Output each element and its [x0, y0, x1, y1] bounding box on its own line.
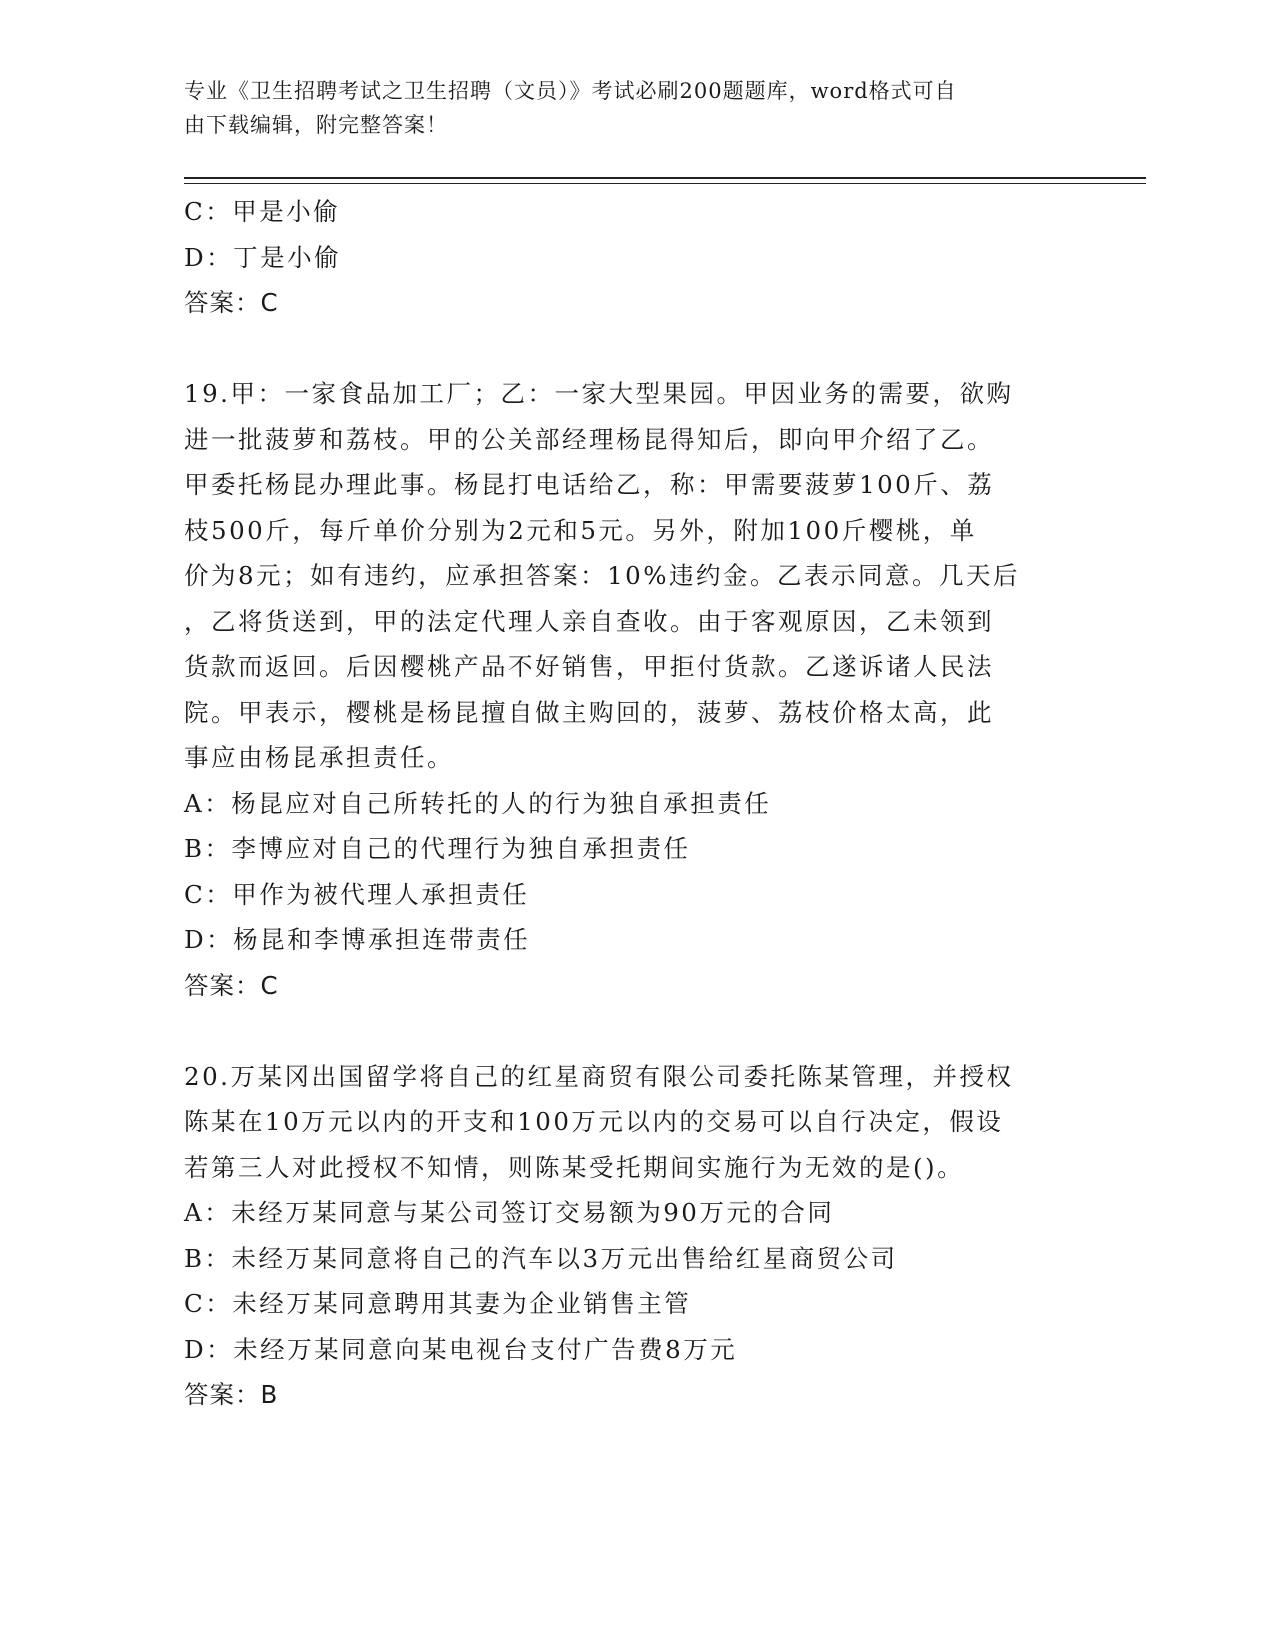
q18-option-d: D：丁是小偷 — [184, 242, 342, 272]
q19-stem-line: 枝500斤，每斤单价分别为2元和5元。另外，附加100斤樱桃，单 — [184, 515, 977, 545]
q19-option-b: B：李博应对自己的代理行为独自承担责任 — [184, 834, 691, 863]
q20-option-d: D：未经万某同意向某电视台支付广告费8万元 — [184, 1334, 738, 1364]
q19-stem-line: 货款而返回。后因樱桃产品不好销售，甲拒付货款。乙遂诉诸人民法 — [184, 652, 994, 681]
q19-stem — [184, 371, 1084, 781]
question-19 — [184, 371, 1084, 1008]
page-header — [184, 74, 1064, 142]
q19-stem-line: 事应由杨昆承担责任。 — [184, 743, 454, 772]
q20-stem-line: 陈某在10万元以内的开支和100万元以内的交易可以自行决定，假设 — [184, 1107, 1004, 1136]
q20-stem-line: 若第三人对此授权不知情，则陈某受托期间实施行为无效的是()。 — [184, 1152, 965, 1182]
q19-stem-line: 院。甲表示，樱桃是杨昆擅自做主购回的，菠萝、荔枝价格太高，此 — [184, 697, 994, 727]
spacer — [184, 326, 1084, 372]
q20-answer: 答案：B — [184, 1380, 279, 1409]
q19-option-a: A：杨昆应对自己所转托的人的行为独自承担责任 — [184, 788, 772, 818]
header-rule-thin — [184, 183, 1146, 184]
header-line-1: 专业《卫生招聘考试之卫生招聘（文员）》考试必刷200题题库，word格式可自 — [184, 79, 957, 103]
header-line-2: 由下载编辑，附完整答案！ — [184, 113, 448, 137]
q19-answer: 答案：C — [184, 970, 279, 1000]
q20-stem — [184, 1054, 1084, 1191]
header-rule-thick — [184, 177, 1146, 179]
q20-option-a: A：未经万某同意与某公司签订交易额为90万元的合同 — [184, 1198, 835, 1227]
q19-option-d: D：杨昆和李博承担连带责任 — [184, 925, 531, 954]
question-20 — [184, 1054, 1084, 1418]
document-body — [184, 189, 1084, 1418]
q20-stem-line: 20.万某冈出国留学将自己的红星商贸有限公司委托陈某管理，并授权 — [184, 1061, 1014, 1091]
q19-option-c: C：甲作为被代理人承担责任 — [184, 879, 530, 909]
q20-option-c: C：未经万某同意聘用其妻为企业销售主管 — [184, 1289, 692, 1318]
q19-stem-line: 进一批菠萝和荔枝。甲的公关部经理杨昆得知后，即向甲介绍了乙。 — [184, 424, 994, 454]
q19-stem-line: 价为8元；如有违约，应承担答案：10%违约金。乙表示同意。几天后 — [184, 561, 1021, 590]
q20-option-b: B：未经万某同意将自己的汽车以3万元出售给红星商贸公司 — [184, 1243, 898, 1273]
question-18 — [184, 189, 1084, 326]
q18-option-c: C：甲是小偷 — [184, 197, 341, 226]
q19-stem-line: 19.甲：一家食品加工厂；乙：一家大型果园。甲因业务的需要，欲购 — [184, 379, 1014, 408]
q19-stem-line: 甲委托杨昆办理此事。杨昆打电话给乙，称：甲需要菠萝100斤、荔 — [184, 470, 995, 499]
spacer — [184, 1008, 1084, 1054]
q19-stem-line: ，乙将货送到，甲的法定代理人亲自查收。由于客观原因，乙未领到 — [184, 606, 994, 636]
q18-answer: 答案：C — [184, 288, 279, 317]
